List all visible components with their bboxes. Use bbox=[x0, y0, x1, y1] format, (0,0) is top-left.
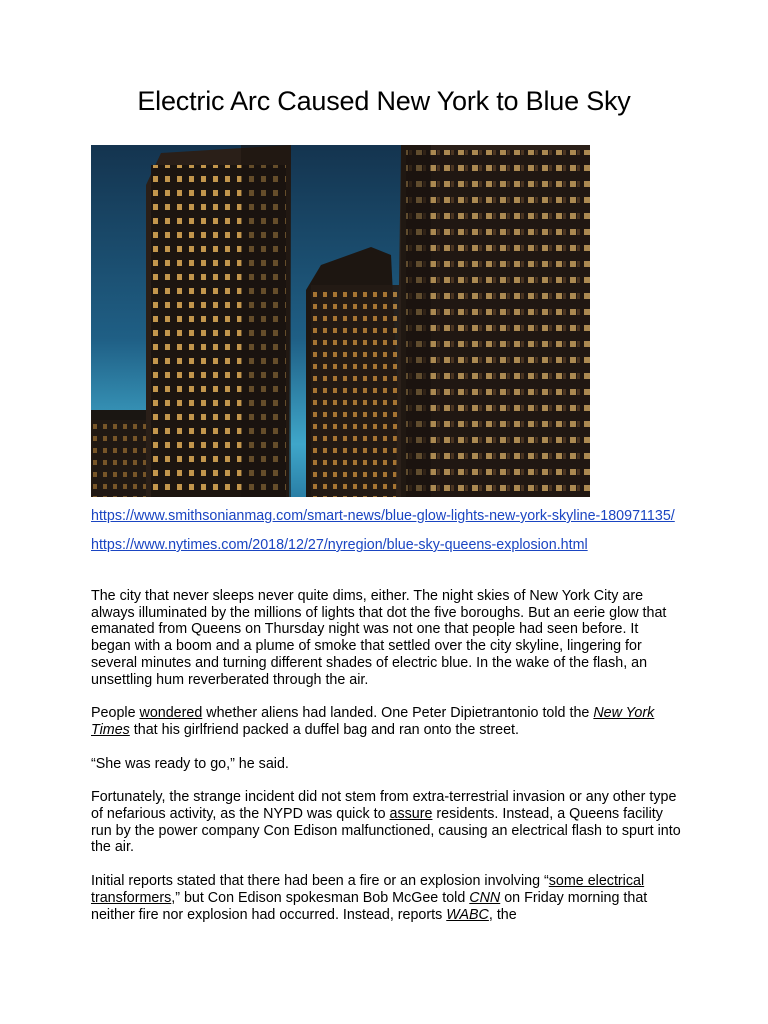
city-skyline-photo bbox=[91, 145, 590, 497]
paragraph-4: Fortunately, the strange incident did not stem from extra-terrestrial invasion or any other type of nefarious activity, as the NYPD was quick to assure residents. Instead, a Queens facility run by the power company Con Edison malfunctioned, causing an electrical flash to spurt into the air. bbox=[91, 789, 681, 856]
paragraph-5: Initial reports stated that there had been a fire or an explosion involving “some electrical transformers,” but Con Edison spokesman Bob McGee told CNN on Friday morning that neither fire nor explosion had occurred. Instead, reports WABC, the bbox=[91, 873, 648, 923]
page-title: Electric Arc Caused New York to Blue Sky bbox=[137, 86, 631, 116]
wondered-link[interactable]: wondered bbox=[139, 705, 203, 722]
nytimes-link[interactable]: https://www.nytimes.com/2018/12/27/nyregion/blue-sky-queens-explosion.html bbox=[91, 537, 588, 553]
article-body bbox=[91, 588, 681, 940]
paragraph-3: “She was ready to go,” he said. bbox=[91, 755, 289, 772]
paragraph-1: The city that never sleeps never quite dims, either. The night skies of New York City are always illuminated by the millions of lights that dot the five boroughs. But an eerie glow that emanated from Queens on Thursday night was not one that people had seen before. It began with a boom and a plume of smoke that settled over the city skyline, lingering for several minutes and turning different shades of electric blue. In the wake of the flash, an unsettling hum reverberated through the air. bbox=[91, 588, 667, 688]
assure-link[interactable]: assure bbox=[389, 806, 433, 823]
cnn-link[interactable]: CNN bbox=[469, 889, 501, 906]
smithsonian-link[interactable]: https://www.smithsonianmag.com/smart-news/blue-glow-lights-new-york-skyline-180971135/ bbox=[91, 508, 675, 524]
nyt-link[interactable]: New York Times bbox=[91, 705, 655, 738]
paragraph-2: People wondered whether aliens had landed. One Peter Dipietrantonio told the New York Times that his girlfriend packed a duffel bag and ran onto the street. bbox=[91, 705, 655, 738]
source-links bbox=[91, 508, 681, 554]
wabc-link[interactable]: WABC bbox=[446, 906, 489, 923]
transformers-link[interactable]: some electrical transformers bbox=[91, 873, 645, 906]
